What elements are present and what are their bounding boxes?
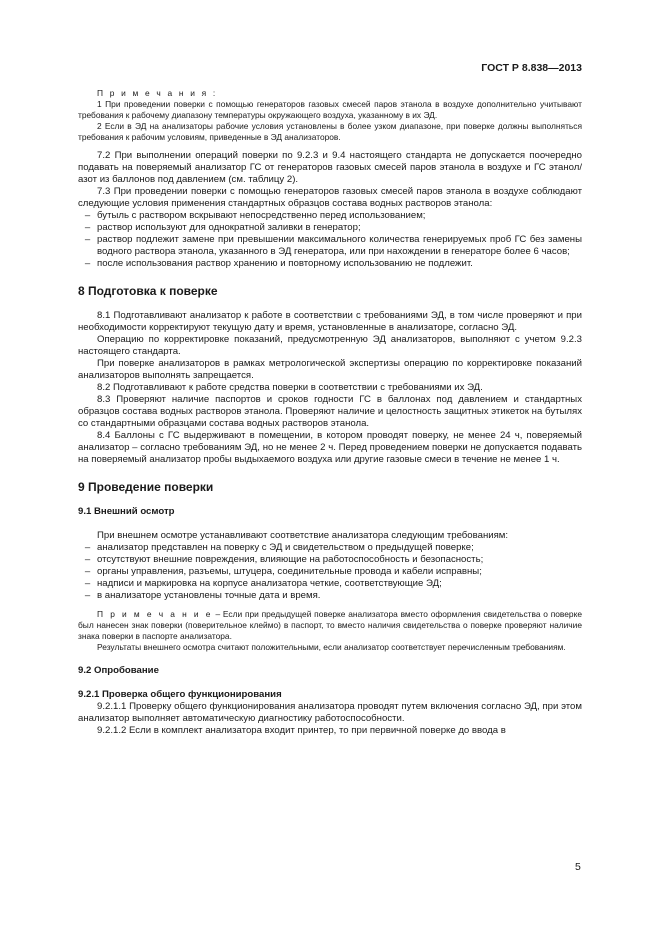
paragraph-7-3: 7.3 При проведении поверки с помощью генераторов газовых смесей паров этанола в воздухе соблюдают следующие условия применения стандартных образцов состава водных растворов этанола: xyxy=(78,186,582,209)
subsection-9-2-heading: 9.2 Опробование xyxy=(78,665,159,676)
subsection-9-2-1-heading: 9.2.1 Проверка общего функционирования xyxy=(78,689,282,700)
dash-bullet: – xyxy=(84,590,91,601)
paragraph-8-1-c: При поверке анализаторов в рамках метрологической экспертизы операцию по корректировке показаний анализаторов выполнять запрещается. xyxy=(78,358,582,381)
dash-bullet: – xyxy=(84,578,91,589)
note-text: – Если при предыдущей поверке анализатора вместо оформления свидетельства о поверке был нанесен знак поверки (поверительное клеймо) в паспорт, то вместо наличия свидетельства о поверке проверяют наличие знака поверки в паспорте анализатора. xyxy=(78,609,583,641)
list-item: – после использования раствор хранению и повторному использованию не подлежит. xyxy=(78,258,582,270)
paragraph-8-2: 8.2 Подготавливают к работе средства поверки в соответствии с требованиями их ЭД. xyxy=(97,382,483,393)
list-item: – анализатор представлен на поверку с ЭД и свидетельством о предыдущей поверке; xyxy=(78,542,582,554)
paragraph-8-3: 8.3 Проверяют наличие паспортов и сроков годности ГС в баллонах под давлением и стандартных образцов состава водных растворов этанола. Проверяют наличие и целостность защитных этикеток на бутылях со стандартными образцами состава водных растворов этанола. xyxy=(78,394,582,429)
list-item: – раствор подлежит замене при превышении максимального количества генерируемых проб ГС без замены водного раствора этанола, указанного в ЭД генератора, или при нахождении в генераторе более 6 часов; xyxy=(78,234,582,258)
paragraph-7-2: 7.2 При выполнении операций поверки по 9.2.3 и 9.4 настоящего стандарта не допускается поочередно подавать на поверяемый анализатор ГС от генераторов газовых смесей паров этанола в воздухе и ГС этанол/азот из баллонов под давлением (см. таблицу 2). xyxy=(78,150,582,185)
note-label: П р и м е ч а н и е xyxy=(97,609,213,619)
list-9-1 xyxy=(78,542,582,602)
standard-header: ГОСТ Р 8.838—2013 xyxy=(481,62,582,74)
paragraph-9-2-1-1: 9.2.1.1 Проверку общего функционирования анализатора проводят путем включения согласно ЭД, при этом анализатор выполняет автоматическую диагностику работоспособности. xyxy=(78,701,582,724)
subsection-9-1-heading: 9.1 Внешний осмотр xyxy=(78,506,175,517)
page-content xyxy=(78,88,582,737)
paragraph-9-2-1-2: 9.2.1.2 Если в комплект анализатора входит принтер, то при первичной поверке до ввода в xyxy=(97,725,506,736)
list-item: – в анализаторе установлены точные дата и время. xyxy=(78,590,582,602)
dash-bullet: – xyxy=(84,210,91,221)
paragraph-9-1-result: Результаты внешнего осмотра считают положительными, если анализатор соответствует перечисленным требованиям. xyxy=(97,642,566,652)
list-item: – раствор используют для однократной заливки в генератор; xyxy=(78,222,582,234)
dash-bullet: – xyxy=(84,258,91,269)
dash-bullet: – xyxy=(84,566,91,577)
note-9-1 xyxy=(78,609,582,642)
dash-bullet: – xyxy=(84,234,91,245)
section-8-heading: 8 Подготовка к поверке xyxy=(78,284,218,298)
dash-bullet: – xyxy=(84,222,91,233)
section-9-heading: 9 Проведение поверки xyxy=(78,480,214,494)
list-7-3 xyxy=(78,210,582,270)
list-item: – отсутствуют внешние повреждения, влияющие на работоспособность и безопасность; xyxy=(78,554,582,566)
list-item: – надписи и маркировка на корпусе анализатора четкие, соответствующие ЭД; xyxy=(78,578,582,590)
notes-label: П р и м е ч а н и я : xyxy=(97,88,218,98)
page-number: 5 xyxy=(575,861,581,873)
note-1: 1 При проведении поверки с помощью генераторов газовых смесей паров этанола в воздухе дополнительно учитывают требования к рабочему диапазону температуры окружающего воздуха, указанному в их ЭД. xyxy=(78,99,582,120)
dash-bullet: – xyxy=(84,542,91,553)
note-2: 2 Если в ЭД на анализаторы рабочие условия установлены в более узком диапазоне, при поверке должны выполняться требования к рабочим условиям, приведенные в ЭД анализаторов. xyxy=(78,121,582,142)
dash-bullet: – xyxy=(84,554,91,565)
paragraph-8-4: 8.4 Баллоны с ГС выдерживают в помещении, в котором проводят поверку, не менее 24 ч, поверяемый анализатор – согласно требованиям ЭД, но не менее 2 ч. Перед проведением поверки не допускается подавать на поверяемый анализатор пробы выдыхаемого воздуха или другие газовые смеси в течение не менее 1 ч. xyxy=(78,430,582,465)
paragraph-9-1: При внешнем осмотре устанавливают соответствие анализатора следующим требованиям: xyxy=(97,530,509,541)
paragraph-8-1: 8.1 Подготавливают анализатор к работе в соответствии с требованиями ЭД, в том числе проверяют и при необходимости корректируют текущую дату и время, установленные в анализаторе, согласно ЭД. xyxy=(78,310,582,333)
list-item: – органы управления, разъемы, штуцера, соединительные провода и кабели исправны; xyxy=(78,566,582,578)
list-item: – бутыль с раствором вскрывают непосредственно перед использованием; xyxy=(78,210,582,222)
paragraph-8-1-b: Операцию по корректировке показаний, предусмотренную ЭД анализаторов, выполняют с учетом 9.2.3 настоящего стандарта. xyxy=(78,334,582,357)
